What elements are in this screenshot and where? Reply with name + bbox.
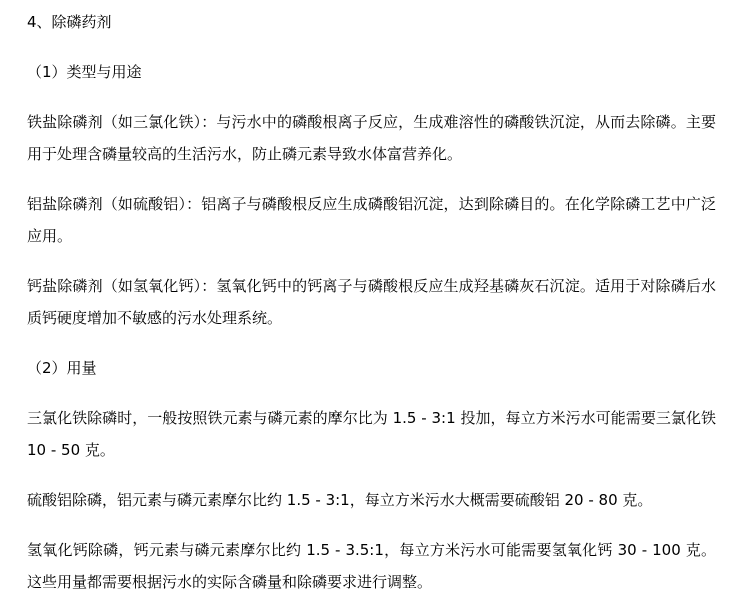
paragraph-iron-salt-agent: 铁盐除磷剂（如三氯化铁）：与污水中的磷酸根离子反应，生成难溶性的磷酸铁沉淀，从而去除磷。主要用于处理含磷量较高的生活污水，防止磷元素导致水体富营养化。 (27, 113, 716, 163)
paragraph-ferric-chloride-dosage: 三氯化铁除磷时，一般按照铁元素与磷元素的摩尔比为 1.5 - 3:1 投加，每立方米污水可能需要三氯化铁 10 - 50 克。 (27, 409, 716, 459)
paragraph-calcium-salt-agent: 钙盐除磷剂（如氢氧化钙）：氢氧化钙中的钙离子与磷酸根反应生成羟基磷灰石沉淀。适用于对除磷后水质钙硬度增加不敏感的污水处理系统。 (27, 277, 716, 327)
paragraph-calcium-hydroxide-dosage: 氢氧化钙除磷，钙元素与磷元素摩尔比约 1.5 - 3.5:1，每立方米污水可能需要氢氧化钙 30 - 100 克。这些用量都需要根据污水的实际含磷量和除磷要求进行调整。 (27, 541, 716, 591)
paragraph-aluminum-salt-agent: 铝盐除磷剂（如硫酸铝）：铝离子与磷酸根反应生成磷酸铝沉淀，达到除磷目的。在化学除磷工艺中广泛应用。 (27, 195, 716, 245)
paragraph-aluminum-sulfate-dosage: 硫酸铝除磷，铝元素与磷元素摩尔比约 1.5 - 3:1，每立方米污水大概需要硫酸铝 20 - 80 克。 (27, 491, 653, 509)
section-heading-dosage: （2）用量 (27, 359, 97, 377)
section-heading-types-and-uses: （1）类型与用途 (27, 63, 142, 81)
document-title: 4、除磷药剂 (27, 13, 112, 31)
